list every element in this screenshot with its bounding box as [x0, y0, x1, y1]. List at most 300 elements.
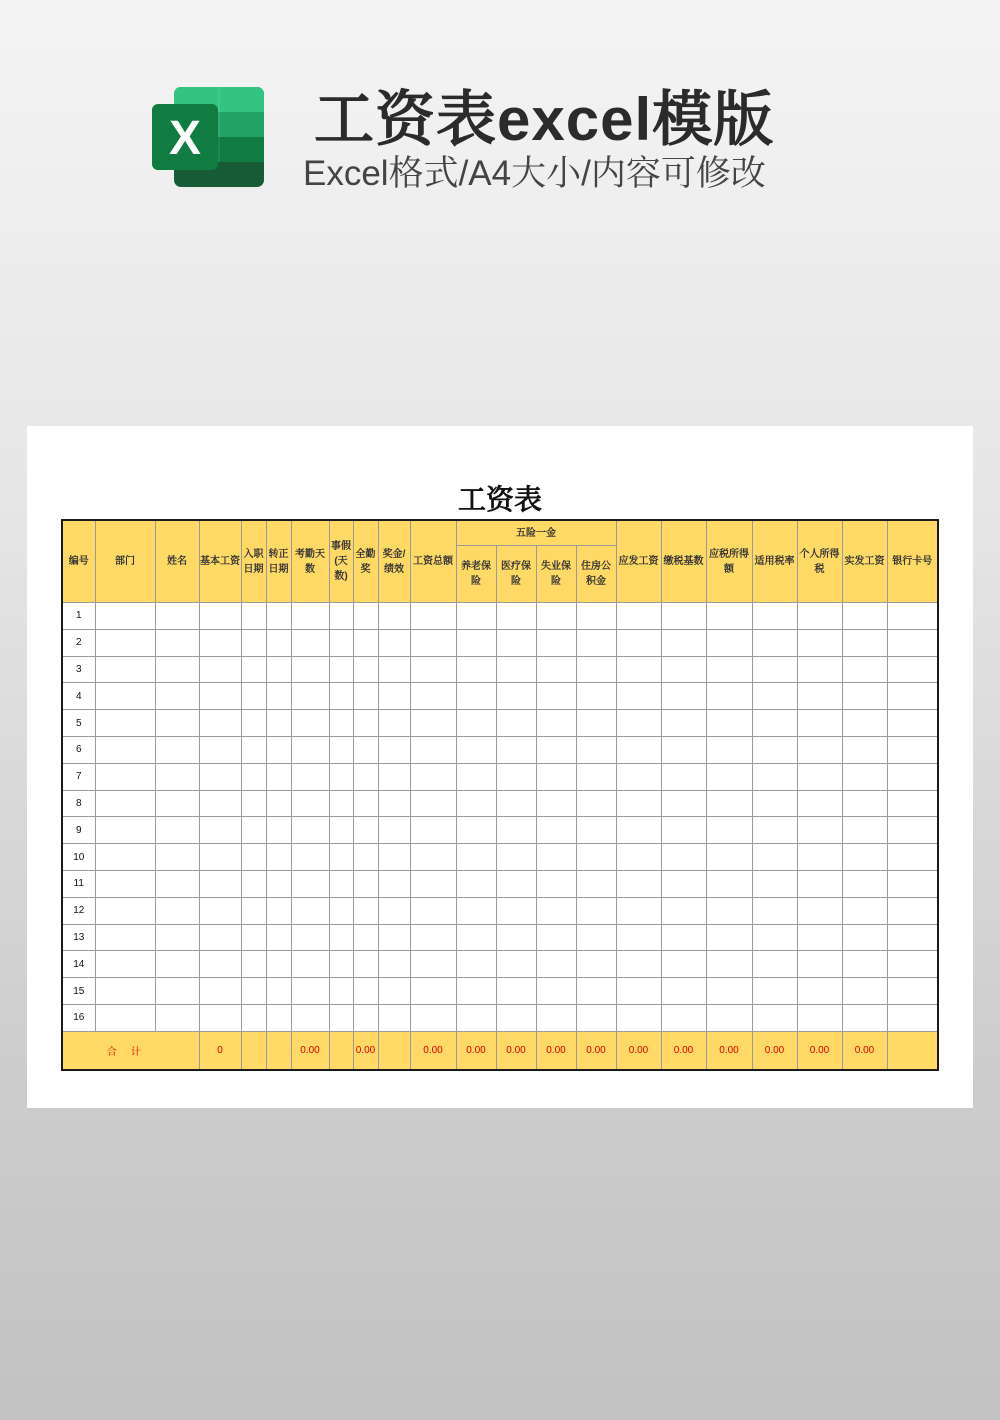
table-cell[interactable]: [378, 763, 410, 790]
table-cell[interactable]: [329, 844, 353, 871]
table-cell[interactable]: [291, 629, 329, 656]
table-cell[interactable]: [199, 870, 241, 897]
table-cell[interactable]: [616, 897, 661, 924]
table-cell[interactable]: [378, 1004, 410, 1031]
table-cell[interactable]: [291, 656, 329, 683]
table-cell[interactable]: [797, 1004, 842, 1031]
table-cell[interactable]: [752, 736, 797, 763]
table-cell[interactable]: [456, 683, 496, 710]
table-cell[interactable]: [410, 790, 456, 817]
table-cell[interactable]: [752, 978, 797, 1005]
table-cell[interactable]: [661, 736, 706, 763]
table-cell[interactable]: [616, 763, 661, 790]
table-cell[interactable]: [266, 790, 291, 817]
table-cell[interactable]: [378, 870, 410, 897]
table-cell[interactable]: [752, 817, 797, 844]
table-cell[interactable]: [291, 951, 329, 978]
table-cell[interactable]: [456, 763, 496, 790]
table-cell[interactable]: [329, 710, 353, 737]
table-cell[interactable]: [410, 763, 456, 790]
table-cell[interactable]: [410, 710, 456, 737]
table-cell[interactable]: [241, 1004, 266, 1031]
table-cell[interactable]: [887, 817, 938, 844]
table-cell[interactable]: [410, 603, 456, 630]
table-cell[interactable]: [266, 736, 291, 763]
table-cell[interactable]: [887, 951, 938, 978]
table-cell[interactable]: [329, 629, 353, 656]
table-cell[interactable]: [616, 736, 661, 763]
table-cell[interactable]: [887, 683, 938, 710]
table-cell[interactable]: [706, 897, 752, 924]
table-cell[interactable]: [661, 603, 706, 630]
table-cell[interactable]: [496, 656, 536, 683]
table-cell[interactable]: [456, 844, 496, 871]
table-cell[interactable]: [496, 629, 536, 656]
table-cell[interactable]: [95, 763, 155, 790]
table-cell[interactable]: [266, 951, 291, 978]
table-cell[interactable]: [797, 790, 842, 817]
table-cell[interactable]: [378, 924, 410, 951]
table-cell[interactable]: [887, 897, 938, 924]
table-cell[interactable]: [496, 763, 536, 790]
table-cell[interactable]: [199, 683, 241, 710]
table-cell[interactable]: [291, 844, 329, 871]
table-cell[interactable]: [797, 924, 842, 951]
table-cell[interactable]: [706, 683, 752, 710]
table-cell[interactable]: [241, 736, 266, 763]
table-cell[interactable]: [95, 1004, 155, 1031]
table-cell[interactable]: [661, 629, 706, 656]
table-cell[interactable]: [266, 683, 291, 710]
table-cell[interactable]: [797, 763, 842, 790]
table-cell[interactable]: [241, 629, 266, 656]
table-cell[interactable]: [291, 603, 329, 630]
table-cell[interactable]: [95, 656, 155, 683]
table-cell[interactable]: [378, 656, 410, 683]
table-cell[interactable]: [576, 870, 616, 897]
table-cell[interactable]: [752, 656, 797, 683]
table-cell[interactable]: [155, 844, 199, 871]
table-cell[interactable]: [752, 924, 797, 951]
table-cell[interactable]: [536, 844, 576, 871]
table-cell[interactable]: [353, 790, 378, 817]
table-cell[interactable]: [887, 656, 938, 683]
table-cell[interactable]: [291, 736, 329, 763]
table-cell[interactable]: [378, 683, 410, 710]
table-cell[interactable]: [576, 790, 616, 817]
table-cell[interactable]: [536, 1004, 576, 1031]
table-cell[interactable]: [536, 951, 576, 978]
table-cell[interactable]: [353, 683, 378, 710]
table-cell[interactable]: [378, 951, 410, 978]
table-cell[interactable]: [353, 817, 378, 844]
table-cell[interactable]: [95, 629, 155, 656]
table-cell[interactable]: [410, 1004, 456, 1031]
table-cell[interactable]: [329, 1004, 353, 1031]
table-cell[interactable]: [752, 844, 797, 871]
table-cell[interactable]: [752, 603, 797, 630]
table-cell[interactable]: [291, 870, 329, 897]
table-cell[interactable]: [842, 897, 887, 924]
table-cell[interactable]: [378, 603, 410, 630]
table-cell[interactable]: [842, 656, 887, 683]
table-cell[interactable]: [329, 817, 353, 844]
table-cell[interactable]: [661, 870, 706, 897]
table-cell[interactable]: [706, 1004, 752, 1031]
table-cell[interactable]: [95, 817, 155, 844]
table-cell[interactable]: [576, 710, 616, 737]
table-cell[interactable]: [95, 790, 155, 817]
table-cell[interactable]: [456, 897, 496, 924]
table-cell[interactable]: [199, 656, 241, 683]
table-cell[interactable]: [706, 978, 752, 1005]
table-cell[interactable]: [456, 790, 496, 817]
table-cell[interactable]: [797, 897, 842, 924]
table-cell[interactable]: [155, 790, 199, 817]
table-cell[interactable]: [291, 790, 329, 817]
table-cell[interactable]: [887, 1004, 938, 1031]
table-cell[interactable]: [241, 924, 266, 951]
table-cell[interactable]: [378, 897, 410, 924]
table-cell[interactable]: [797, 817, 842, 844]
table-cell[interactable]: [706, 844, 752, 871]
table-cell[interactable]: [616, 656, 661, 683]
table-cell[interactable]: [410, 817, 456, 844]
table-cell[interactable]: [536, 978, 576, 1005]
table-cell[interactable]: [329, 790, 353, 817]
table-cell[interactable]: [95, 844, 155, 871]
table-cell[interactable]: [291, 978, 329, 1005]
table-cell[interactable]: [155, 736, 199, 763]
table-cell[interactable]: [199, 763, 241, 790]
table-cell[interactable]: [842, 683, 887, 710]
table-cell[interactable]: [241, 603, 266, 630]
table-cell[interactable]: [661, 978, 706, 1005]
table-cell[interactable]: [616, 978, 661, 1005]
table-cell[interactable]: [797, 978, 842, 1005]
table-cell[interactable]: [456, 629, 496, 656]
table-cell[interactable]: [752, 951, 797, 978]
table-cell[interactable]: [661, 710, 706, 737]
table-cell[interactable]: [266, 870, 291, 897]
table-cell[interactable]: [199, 736, 241, 763]
table-cell[interactable]: [410, 897, 456, 924]
table-cell[interactable]: [291, 683, 329, 710]
table-cell[interactable]: [887, 603, 938, 630]
table-cell[interactable]: [155, 710, 199, 737]
table-cell[interactable]: [241, 897, 266, 924]
table-cell[interactable]: [706, 790, 752, 817]
table-cell[interactable]: [752, 710, 797, 737]
table-cell[interactable]: [496, 951, 536, 978]
table-cell[interactable]: [329, 924, 353, 951]
table-cell[interactable]: [410, 683, 456, 710]
table-cell[interactable]: [706, 656, 752, 683]
table-cell[interactable]: [241, 763, 266, 790]
table-cell[interactable]: [496, 710, 536, 737]
table-cell[interactable]: [706, 924, 752, 951]
table-cell[interactable]: [456, 817, 496, 844]
table-cell[interactable]: [456, 1004, 496, 1031]
table-cell[interactable]: [95, 736, 155, 763]
table-cell[interactable]: [616, 710, 661, 737]
table-cell[interactable]: [266, 817, 291, 844]
table-cell[interactable]: [496, 924, 536, 951]
table-cell[interactable]: [661, 656, 706, 683]
table-cell[interactable]: [329, 736, 353, 763]
table-cell[interactable]: [576, 978, 616, 1005]
table-cell[interactable]: [155, 629, 199, 656]
table-cell[interactable]: [155, 870, 199, 897]
table-cell[interactable]: [155, 1004, 199, 1031]
table-cell[interactable]: [155, 951, 199, 978]
table-cell[interactable]: [456, 736, 496, 763]
table-cell[interactable]: [241, 978, 266, 1005]
table-cell[interactable]: [456, 656, 496, 683]
table-cell[interactable]: [887, 978, 938, 1005]
table-cell[interactable]: [95, 924, 155, 951]
table-cell[interactable]: [155, 763, 199, 790]
table-cell[interactable]: [291, 710, 329, 737]
table-cell[interactable]: [329, 603, 353, 630]
table-cell[interactable]: [266, 710, 291, 737]
table-cell[interactable]: [241, 656, 266, 683]
table-cell[interactable]: [536, 656, 576, 683]
table-cell[interactable]: [410, 951, 456, 978]
table-cell[interactable]: [95, 951, 155, 978]
table-cell[interactable]: [706, 870, 752, 897]
table-cell[interactable]: [842, 924, 887, 951]
table-cell[interactable]: [266, 897, 291, 924]
table-cell[interactable]: [576, 736, 616, 763]
table-cell[interactable]: [496, 1004, 536, 1031]
table-cell[interactable]: [797, 710, 842, 737]
table-cell[interactable]: [887, 763, 938, 790]
table-cell[interactable]: [706, 763, 752, 790]
table-cell[interactable]: [536, 629, 576, 656]
table-cell[interactable]: [661, 844, 706, 871]
table-cell[interactable]: [752, 897, 797, 924]
table-cell[interactable]: [576, 924, 616, 951]
table-cell[interactable]: [456, 951, 496, 978]
table-cell[interactable]: [266, 924, 291, 951]
table-cell[interactable]: [353, 629, 378, 656]
table-cell[interactable]: [576, 951, 616, 978]
table-cell[interactable]: [576, 763, 616, 790]
table-cell[interactable]: [842, 603, 887, 630]
table-cell[interactable]: [887, 844, 938, 871]
table-cell[interactable]: [199, 951, 241, 978]
table-cell[interactable]: [291, 897, 329, 924]
table-cell[interactable]: [576, 629, 616, 656]
table-cell[interactable]: [155, 656, 199, 683]
table-cell[interactable]: [378, 629, 410, 656]
table-cell[interactable]: [842, 951, 887, 978]
table-cell[interactable]: [378, 790, 410, 817]
table-cell[interactable]: [887, 790, 938, 817]
table-cell[interactable]: [241, 870, 266, 897]
table-cell[interactable]: [797, 870, 842, 897]
table-cell[interactable]: [155, 683, 199, 710]
table-cell[interactable]: [887, 629, 938, 656]
table-cell[interactable]: [410, 629, 456, 656]
table-cell[interactable]: [329, 978, 353, 1005]
table-cell[interactable]: [842, 763, 887, 790]
table-cell[interactable]: [378, 978, 410, 1005]
table-cell[interactable]: [95, 978, 155, 1005]
table-cell[interactable]: [797, 603, 842, 630]
table-cell[interactable]: [353, 763, 378, 790]
table-cell[interactable]: [266, 603, 291, 630]
table-cell[interactable]: [199, 710, 241, 737]
table-cell[interactable]: [536, 736, 576, 763]
table-cell[interactable]: [576, 1004, 616, 1031]
table-cell[interactable]: [353, 844, 378, 871]
table-cell[interactable]: [576, 844, 616, 871]
table-cell[interactable]: [842, 978, 887, 1005]
table-cell[interactable]: [661, 817, 706, 844]
table-cell[interactable]: [291, 924, 329, 951]
table-cell[interactable]: [353, 951, 378, 978]
table-cell[interactable]: [199, 790, 241, 817]
table-cell[interactable]: [536, 790, 576, 817]
table-cell[interactable]: [661, 897, 706, 924]
table-cell[interactable]: [661, 1004, 706, 1031]
table-cell[interactable]: [536, 817, 576, 844]
table-cell[interactable]: [797, 656, 842, 683]
table-cell[interactable]: [456, 710, 496, 737]
table-cell[interactable]: [353, 656, 378, 683]
table-cell[interactable]: [536, 763, 576, 790]
table-cell[interactable]: [353, 978, 378, 1005]
table-cell[interactable]: [887, 870, 938, 897]
table-cell[interactable]: [842, 629, 887, 656]
table-cell[interactable]: [616, 924, 661, 951]
table-cell[interactable]: [353, 897, 378, 924]
table-cell[interactable]: [241, 844, 266, 871]
table-cell[interactable]: [155, 603, 199, 630]
table-cell[interactable]: [329, 951, 353, 978]
table-cell[interactable]: [353, 603, 378, 630]
table-cell[interactable]: [536, 603, 576, 630]
table-cell[interactable]: [199, 897, 241, 924]
table-cell[interactable]: [797, 951, 842, 978]
table-cell[interactable]: [329, 897, 353, 924]
table-cell[interactable]: [291, 1004, 329, 1031]
table-cell[interactable]: [410, 736, 456, 763]
table-cell[interactable]: [706, 736, 752, 763]
table-cell[interactable]: [241, 951, 266, 978]
table-cell[interactable]: [199, 844, 241, 871]
table-cell[interactable]: [410, 870, 456, 897]
table-cell[interactable]: [661, 763, 706, 790]
table-cell[interactable]: [536, 870, 576, 897]
table-cell[interactable]: [353, 924, 378, 951]
table-cell[interactable]: [797, 683, 842, 710]
table-cell[interactable]: [616, 844, 661, 871]
table-cell[interactable]: [576, 817, 616, 844]
table-cell[interactable]: [576, 897, 616, 924]
table-cell[interactable]: [616, 951, 661, 978]
table-cell[interactable]: [329, 870, 353, 897]
table-cell[interactable]: [752, 683, 797, 710]
table-cell[interactable]: [155, 817, 199, 844]
table-cell[interactable]: [378, 844, 410, 871]
table-cell[interactable]: [378, 736, 410, 763]
table-cell[interactable]: [496, 790, 536, 817]
table-cell[interactable]: [752, 870, 797, 897]
table-cell[interactable]: [842, 1004, 887, 1031]
table-cell[interactable]: [842, 844, 887, 871]
table-cell[interactable]: [95, 683, 155, 710]
table-cell[interactable]: [199, 924, 241, 951]
table-cell[interactable]: [616, 683, 661, 710]
table-cell[interactable]: [329, 683, 353, 710]
table-cell[interactable]: [797, 844, 842, 871]
table-cell[interactable]: [353, 710, 378, 737]
table-cell[interactable]: [199, 978, 241, 1005]
table-cell[interactable]: [616, 1004, 661, 1031]
table-cell[interactable]: [842, 870, 887, 897]
table-cell[interactable]: [842, 736, 887, 763]
table-cell[interactable]: [155, 897, 199, 924]
table-cell[interactable]: [410, 924, 456, 951]
table-cell[interactable]: [706, 629, 752, 656]
table-cell[interactable]: [241, 683, 266, 710]
table-cell[interactable]: [155, 924, 199, 951]
table-cell[interactable]: [496, 978, 536, 1005]
table-cell[interactable]: [199, 629, 241, 656]
table-cell[interactable]: [536, 683, 576, 710]
table-cell[interactable]: [353, 1004, 378, 1031]
table-cell[interactable]: [266, 656, 291, 683]
table-cell[interactable]: [752, 790, 797, 817]
table-cell[interactable]: [456, 924, 496, 951]
table-cell[interactable]: [329, 656, 353, 683]
table-cell[interactable]: [576, 603, 616, 630]
table-cell[interactable]: [887, 736, 938, 763]
table-cell[interactable]: [661, 790, 706, 817]
table-cell[interactable]: [496, 844, 536, 871]
table-cell[interactable]: [95, 870, 155, 897]
table-cell[interactable]: [266, 763, 291, 790]
table-cell[interactable]: [199, 1004, 241, 1031]
table-cell[interactable]: [797, 629, 842, 656]
table-cell[interactable]: [661, 683, 706, 710]
table-cell[interactable]: [496, 897, 536, 924]
table-cell[interactable]: [456, 870, 496, 897]
table-cell[interactable]: [329, 763, 353, 790]
table-cell[interactable]: [616, 629, 661, 656]
table-cell[interactable]: [797, 736, 842, 763]
table-cell[interactable]: [378, 710, 410, 737]
table-cell[interactable]: [410, 844, 456, 871]
table-cell[interactable]: [536, 924, 576, 951]
table-cell[interactable]: [155, 978, 199, 1005]
table-cell[interactable]: [241, 710, 266, 737]
table-cell[interactable]: [353, 870, 378, 897]
table-cell[interactable]: [496, 603, 536, 630]
table-cell[interactable]: [661, 924, 706, 951]
table-cell[interactable]: [887, 710, 938, 737]
table-cell[interactable]: [291, 763, 329, 790]
table-cell[interactable]: [752, 1004, 797, 1031]
table-cell[interactable]: [752, 629, 797, 656]
table-cell[interactable]: [266, 1004, 291, 1031]
table-cell[interactable]: [410, 978, 456, 1005]
table-cell[interactable]: [536, 897, 576, 924]
table-cell[interactable]: [241, 817, 266, 844]
